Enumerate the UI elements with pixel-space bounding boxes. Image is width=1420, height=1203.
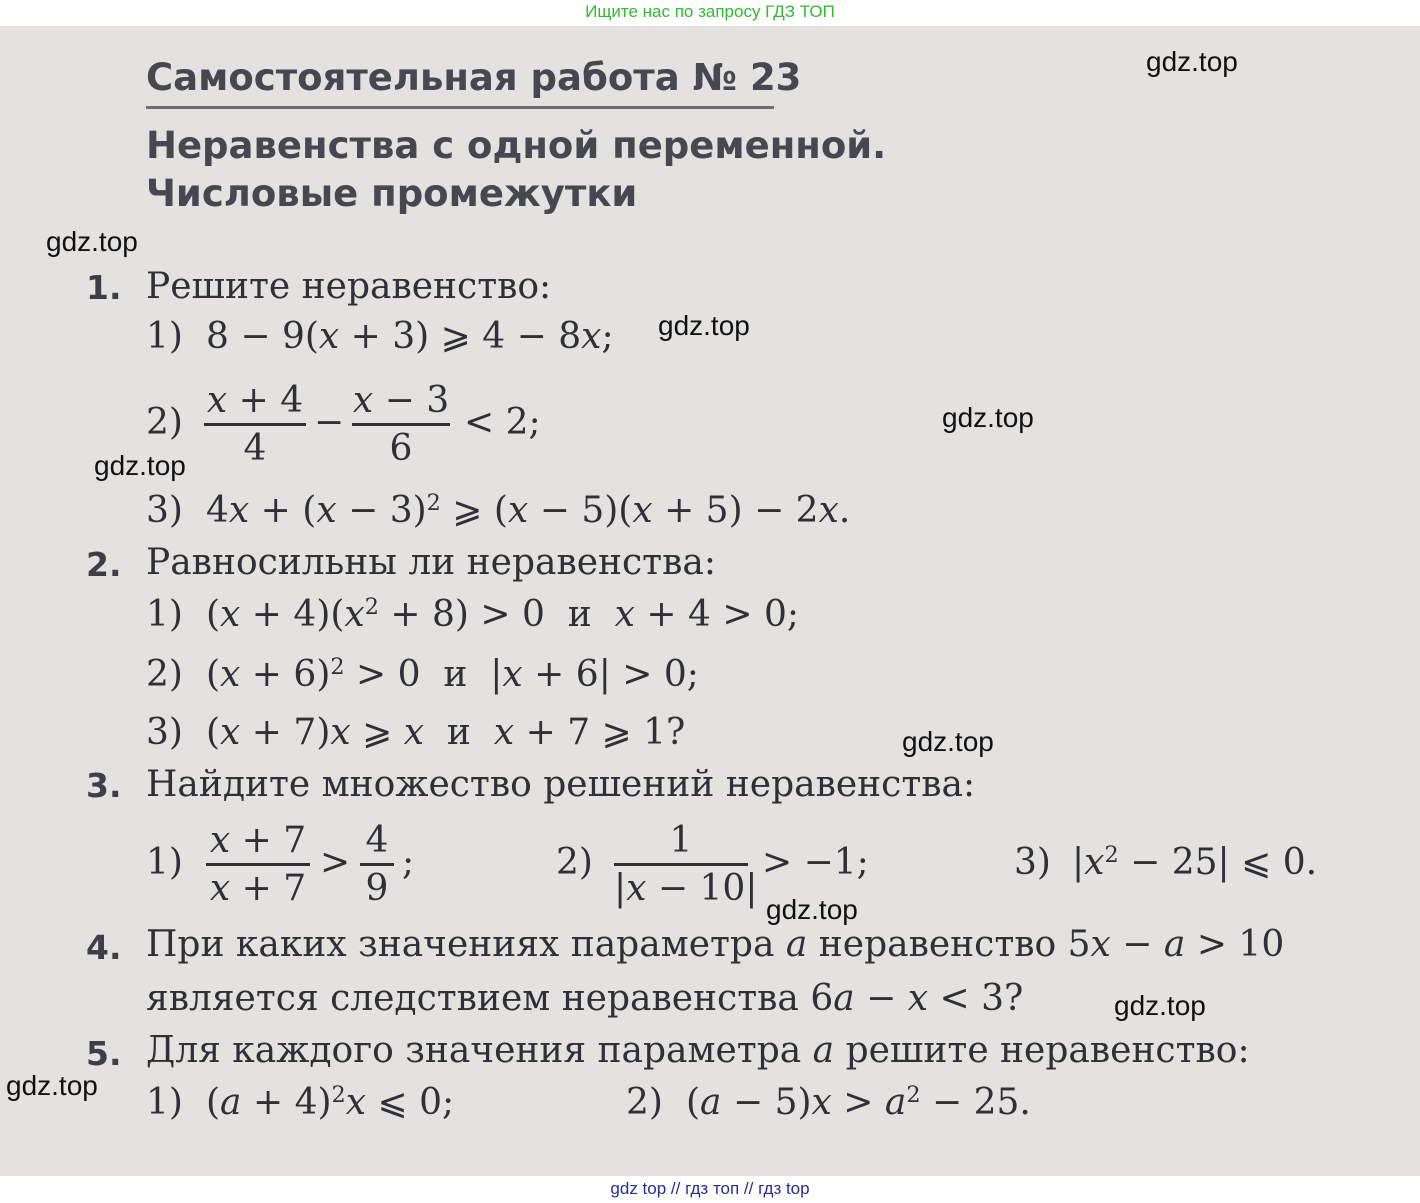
task-3-item-2-label: 2)	[556, 842, 593, 883]
fraction: 4 9	[360, 820, 394, 909]
task-1-item-3-label: 3)	[146, 490, 183, 531]
task-3-prompt: Найдите множество решений неравенства:	[146, 764, 976, 805]
watermark: gdz.top	[1114, 990, 1206, 1021]
task-5-item-1-label: 1)	[146, 1082, 183, 1123]
watermark: gdz.top	[6, 1070, 98, 1101]
fraction: 1 |x − 10|	[614, 820, 758, 909]
fraction: x − 3 6	[352, 380, 450, 469]
task-3-item-3-label: 3)	[1014, 842, 1051, 883]
top-banner: Ищите нас по запросу ГДЗ ТОП	[0, 0, 1420, 26]
task-2-prompt: Равносильны ли неравенства:	[146, 542, 716, 583]
task-1-number: 1.	[86, 268, 122, 307]
watermark: gdz.top	[658, 310, 750, 341]
task-1-item-3-expression: $4x + (x - 3)^2$ ⩾ (x − 5)(x + 5) − 2x.	[206, 489, 851, 531]
task-2-item-3-expression: (x + 7)x ⩾ x и x + 7 ⩾ 1?	[206, 712, 686, 753]
task-1-prompt: Решите неравенство:	[146, 266, 552, 307]
task-1-item-2-label: 2)	[146, 402, 183, 443]
task-1-item-1-expression: 8 − 9(x + 3) ⩾ 4 − 8x;	[206, 316, 614, 357]
fraction: x + 4 4	[204, 380, 306, 469]
task-3-item-1-label: 1)	[146, 842, 183, 883]
work-subtitle-line2: Числовые промежутки	[146, 172, 638, 215]
task-2-item-1-label: 1)	[146, 594, 183, 635]
task-3-item-3-expression: $|x^2 - 25|$ ⩽ 0.	[1072, 841, 1318, 883]
task-5-number: 5.	[86, 1034, 122, 1073]
work-subtitle-line1: Неравенства с одной переменной.	[146, 124, 887, 167]
task-1-item-1-label: 1)	[146, 316, 183, 357]
task-2-item-2-label: 2)	[146, 654, 183, 695]
fraction: x + 7 x + 7	[206, 820, 310, 909]
watermark: gdz.top	[1146, 46, 1238, 77]
task-4-number: 4.	[86, 928, 122, 967]
task-5-item-1-expression: $(a + 4)^2x$ ⩽ 0;	[206, 1081, 455, 1123]
task-4-line1: При каких значениях параметра a неравенство 5x − a > 10	[146, 924, 1285, 965]
bottom-banner: gdz top // гдз топ // гдз top	[0, 1176, 1420, 1203]
task-4-line2: является следствием неравенства 6a − x < 3?	[146, 978, 1024, 1019]
task-5-item-2-expression: $(a - 5)x > a^2 - 25$.	[686, 1081, 1031, 1123]
task-5-item-2-label: 2)	[626, 1082, 663, 1123]
watermark: gdz.top	[94, 450, 186, 481]
task-2-item-3-label: 3)	[146, 712, 183, 753]
task-2-item-1-expression: $(x + 4)(x^2 + 8) > 0$ и x + 4 > 0;	[206, 593, 800, 635]
task-2-item-2-expression: $(x + 6)^2 > 0$ и |x + 6| > 0;	[206, 653, 699, 695]
work-title: Самостоятельная работа № 23	[146, 56, 802, 99]
title-underline	[146, 106, 774, 109]
watermark: gdz.top	[46, 226, 138, 257]
task-5-prompt: Для каждого значения параметра a решите неравенство:	[146, 1030, 1250, 1071]
watermark: gdz.top	[902, 726, 994, 757]
task-3-number: 3.	[86, 766, 122, 805]
watermark: gdz.top	[766, 894, 858, 925]
watermark: gdz.top	[942, 402, 1034, 433]
task-2-number: 2.	[86, 545, 122, 584]
